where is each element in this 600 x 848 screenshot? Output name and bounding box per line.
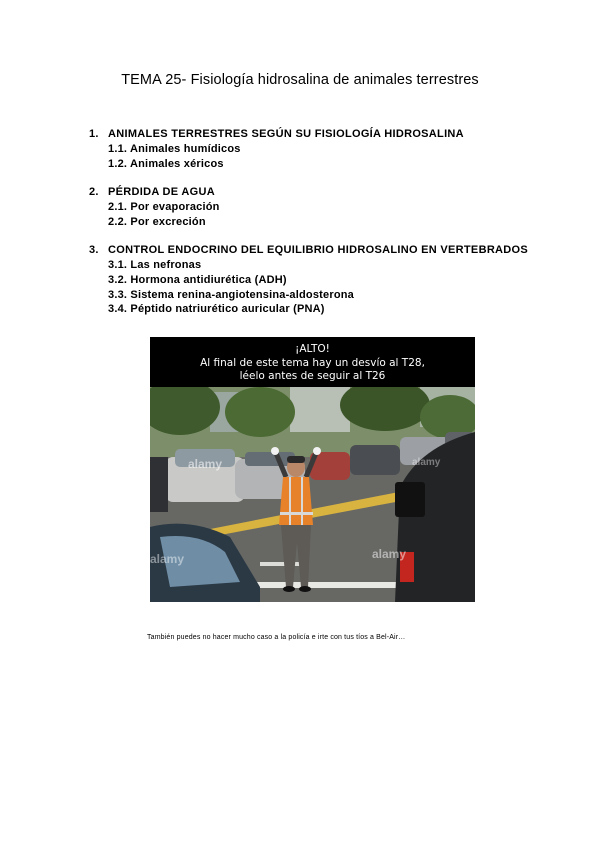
watermark: alamy: [412, 457, 441, 468]
overlay-line-3: léelo antes de seguir al T26: [239, 370, 386, 382]
section-2: [89, 185, 569, 229]
subsection-item: 3.2. Hormona antidiurética (ADH): [108, 273, 287, 286]
overlay-line-2: Al final de este tema hay un desvío al T28,: [200, 356, 425, 369]
section-title: ANIMALES TERRESTRES SEGÚN SU FISIOLOGÍA HIDROSALINA: [108, 128, 464, 140]
section-1: [89, 127, 569, 171]
subsection-item: 3.1. Las nefronas: [108, 259, 202, 272]
traffic-police-photo: [150, 337, 475, 602]
section-heading: [89, 243, 569, 258]
overlay-line-1: ¡ALTO!: [295, 343, 330, 355]
subsection-item: 2.2. Por excreción: [108, 215, 206, 228]
section-number: 1.: [89, 128, 99, 140]
section-heading: [89, 127, 569, 142]
page-title: TEMA 25- Fisiología hidrosalina de animales terrestres: [121, 72, 479, 88]
subsection-item: 2.1. Por evaporación: [108, 201, 220, 214]
overlay-text: [150, 343, 475, 384]
image-caption: También puedes no hacer mucho caso a la policía e irte con tus tíos a Bel-Air…: [147, 634, 406, 641]
subsection-item: 1.1. Animales humídicos: [108, 143, 241, 155]
section-3: [89, 243, 569, 316]
section-heading: [89, 185, 569, 200]
section-number: 3.: [89, 244, 99, 257]
watermark: alamy: [188, 457, 223, 471]
section-number: 2.: [89, 186, 99, 199]
section-title: PÉRDIDA DE AGUA: [108, 186, 215, 199]
watermark: alamy: [150, 552, 185, 566]
watermark: alamy: [372, 547, 407, 561]
table-of-contents: [89, 127, 569, 331]
subsection-item: 3.3. Sistema renina-angiotensina-aldosterona: [108, 288, 354, 301]
subsection-item: 3.4. Péptido natriurético auricular (PNA): [108, 303, 325, 316]
subsection-item: 1.2. Animales xéricos: [108, 157, 224, 170]
section-title: CONTROL ENDOCRINO DEL EQUILIBRIO HIDROSALINO EN VERTEBRADOS: [108, 244, 529, 257]
